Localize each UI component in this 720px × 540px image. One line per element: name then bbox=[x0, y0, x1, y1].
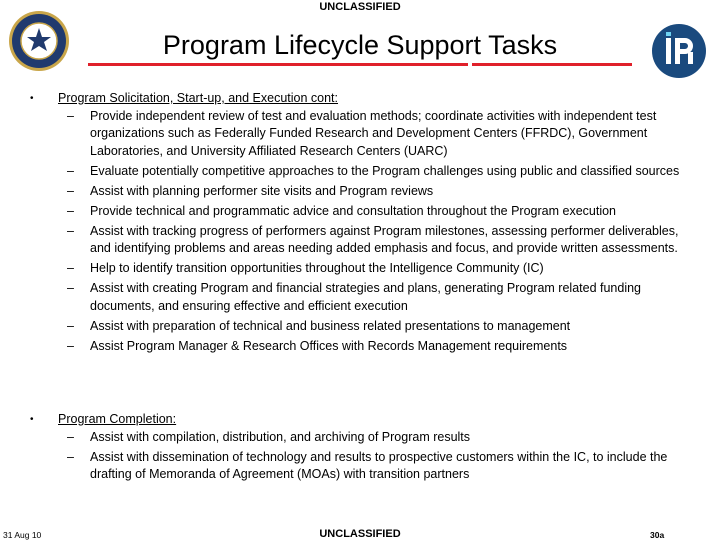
list-item: – Assist with dissemination of technology and results to prospective customers within the IC, to include the drafting of Memoranda of Agreement (MOAs) with transition partners bbox=[67, 449, 668, 481]
section-heading: Program Completion: bbox=[58, 412, 177, 426]
list-item: – Assist with tracking progress of performers against Program milestones, assessing performer deliverables, and identifying problems and areas needing added emphasis and focus, and provide written assessments. bbox=[67, 223, 679, 255]
list-item: – Evaluate potentially competitive approaches to the Program challenges using public and classified sources bbox=[67, 163, 680, 178]
list-item: – Assist Program Manager & Research Offices with Records Management requirements bbox=[67, 338, 568, 353]
section-heading: Program Solicitation, Start-up, and Execution cont: bbox=[58, 91, 339, 105]
title-underline-accent bbox=[472, 63, 632, 66]
list-item: – Provide independent review of test and evaluation methods; coordinate activities with independent test organizations such as Federally Funded Research and Development Centers (FFRDC), Government Laboratories, and University Affiliated Research Centers (UARC) bbox=[67, 108, 657, 158]
section-completion bbox=[0, 411, 720, 486]
list-item: – Assist with planning performer site visits and Program reviews bbox=[67, 183, 434, 198]
page-number: 30a bbox=[650, 530, 665, 540]
list-item: – Assist with compilation, distribution, and archiving of Program results bbox=[67, 429, 471, 444]
list-item: – Provide technical and programmatic advice and consultation throughout the Program execution bbox=[67, 203, 617, 218]
list-item: – Help to identify transition opportunities throughout the Intelligence Community (IC) bbox=[67, 261, 544, 275]
classification-banner-top: UNCLASSIFIED bbox=[319, 1, 401, 13]
bullet: • bbox=[30, 93, 34, 104]
list-item: – Assist with creating Program and financial strategies and plans, generating Program related funding documents, and ensuring effective and efficient execution bbox=[67, 281, 642, 313]
section-solicitation bbox=[0, 90, 720, 358]
slide-title: Program Lifecycle Support Tasks bbox=[162, 30, 558, 60]
classification-banner-bottom: UNCLASSIFIED bbox=[319, 528, 401, 540]
list-item: – Assist with preparation of technical and business related presentations to management bbox=[67, 318, 571, 333]
title-underline bbox=[88, 63, 468, 66]
iarpa-logo-icon bbox=[652, 22, 706, 80]
footer-date: 31 Aug 10 bbox=[3, 530, 42, 540]
bullet: • bbox=[30, 414, 34, 425]
